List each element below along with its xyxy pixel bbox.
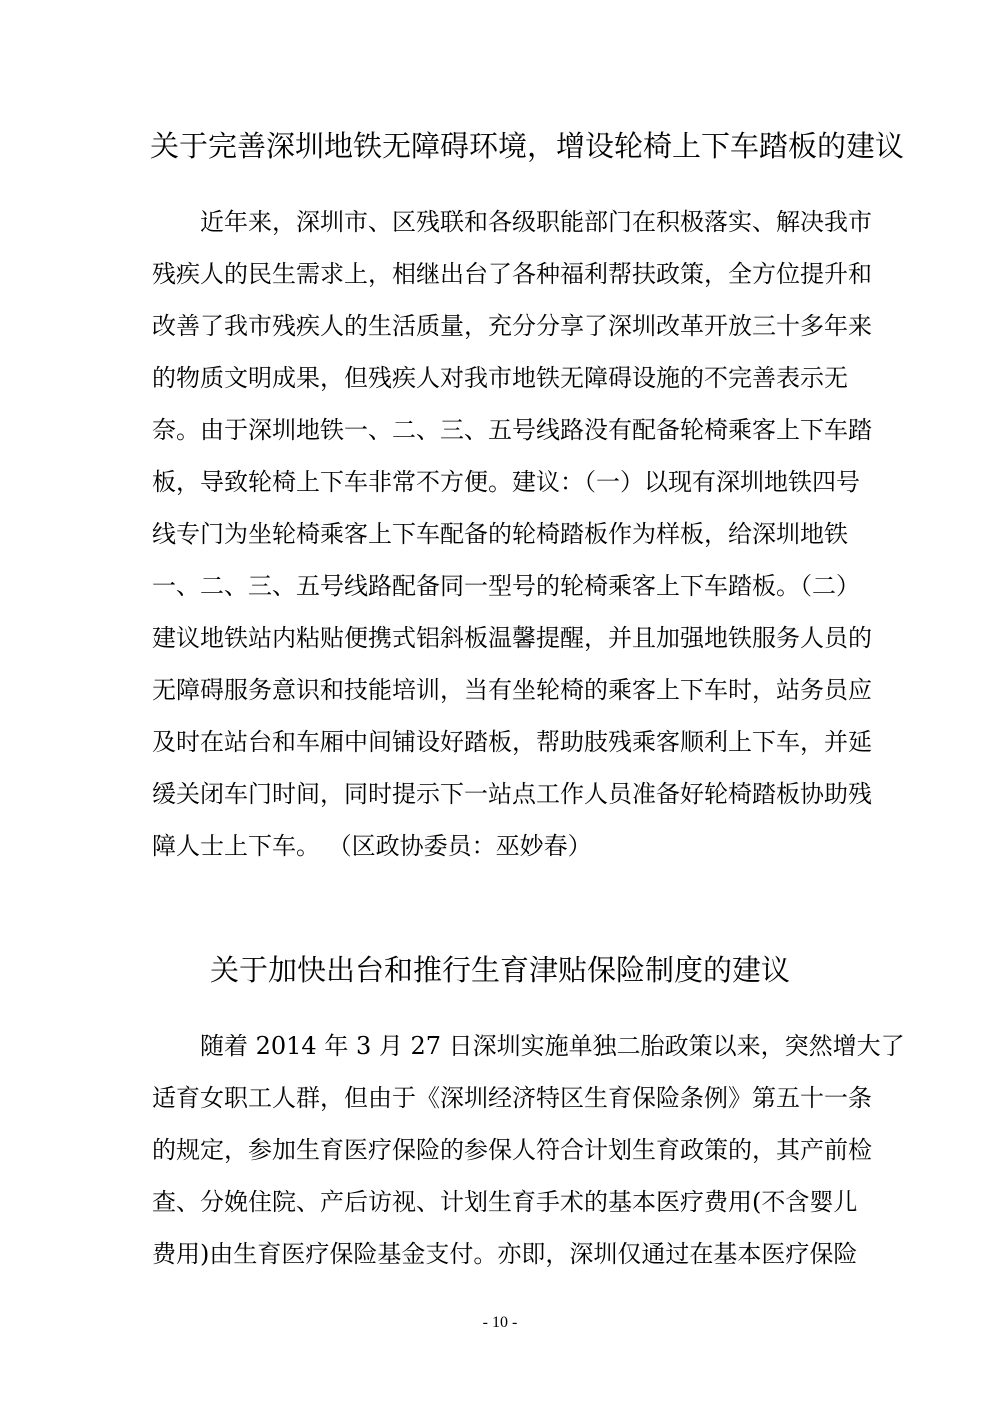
body-line: 及时在站台和车厢中间铺设好踏板，帮助肢残乘客顺利上下车，并延 bbox=[152, 728, 872, 756]
body-line: 近年来，深圳市、区残联和各级职能部门在积极落实、解决我市 bbox=[200, 208, 872, 236]
body-line: 的规定，参加生育医疗保险的参保人符合计划生育政策的，其产前检 bbox=[152, 1136, 872, 1164]
section-title-wheelchair-ramp: 关于完善深圳地铁无障碍环境，增设轮椅上下车踏板的建议 bbox=[150, 129, 905, 163]
body-line: 改善了我市残疾人的生活质量，充分分享了深圳改革开放三十多年来 bbox=[152, 312, 872, 340]
body-line: 随着 2014 年 3 月 27 日深圳实施单独二胎政策以来，突然增大了 bbox=[200, 1032, 905, 1060]
section-body-maternity-allowance bbox=[152, 1020, 905, 1280]
body-line: 缓关闭车门时间，同时提示下一站点工作人员准备好轮椅踏板协助残 bbox=[152, 780, 872, 808]
body-line: 板，导致轮椅上下车非常不方便。建议：（一）以现有深圳地铁四号 bbox=[152, 468, 860, 496]
body-line: 建议地铁站内粘贴便携式铝斜板温馨提醒，并且加强地铁服务人员的 bbox=[152, 624, 872, 652]
body-line: 奈。由于深圳地铁一、二、三、五号线路没有配备轮椅乘客上下车踏 bbox=[152, 416, 872, 444]
body-line-signature: 障人士上下车。 （区政协委员：巫妙春） bbox=[152, 832, 592, 860]
body-line: 一、二、三、五号线路配备同一型号的轮椅乘客上下车踏板。（二） bbox=[152, 572, 860, 600]
body-line: 查、分娩住院、产后访视、计划生育手术的基本医疗费用(不含婴儿 bbox=[152, 1188, 858, 1216]
body-line: 的物质文明成果，但残疾人对我市地铁无障碍设施的不完善表示无 bbox=[152, 364, 848, 392]
section-body-wheelchair-ramp bbox=[152, 196, 872, 872]
page-number: - 10 - bbox=[482, 1314, 518, 1331]
section-title-maternity-allowance: 关于加快出台和推行生育津贴保险制度的建议 bbox=[209, 953, 790, 987]
body-line: 无障碍服务意识和技能培训，当有坐轮椅的乘客上下车时，站务员应 bbox=[152, 676, 872, 704]
body-line: 费用)由生育医疗保险基金支付。亦即，深圳仅通过在基本医疗保险 bbox=[152, 1240, 858, 1268]
body-line: 适育女职工人群，但由于《深圳经济特区生育保险条例》第五十一条 bbox=[152, 1084, 872, 1112]
body-line: 残疾人的民生需求上，相继出台了各种福利帮扶政策，全方位提升和 bbox=[152, 260, 872, 288]
body-line: 线专门为坐轮椅乘客上下车配备的轮椅踏板作为样板，给深圳地铁 bbox=[152, 520, 848, 548]
